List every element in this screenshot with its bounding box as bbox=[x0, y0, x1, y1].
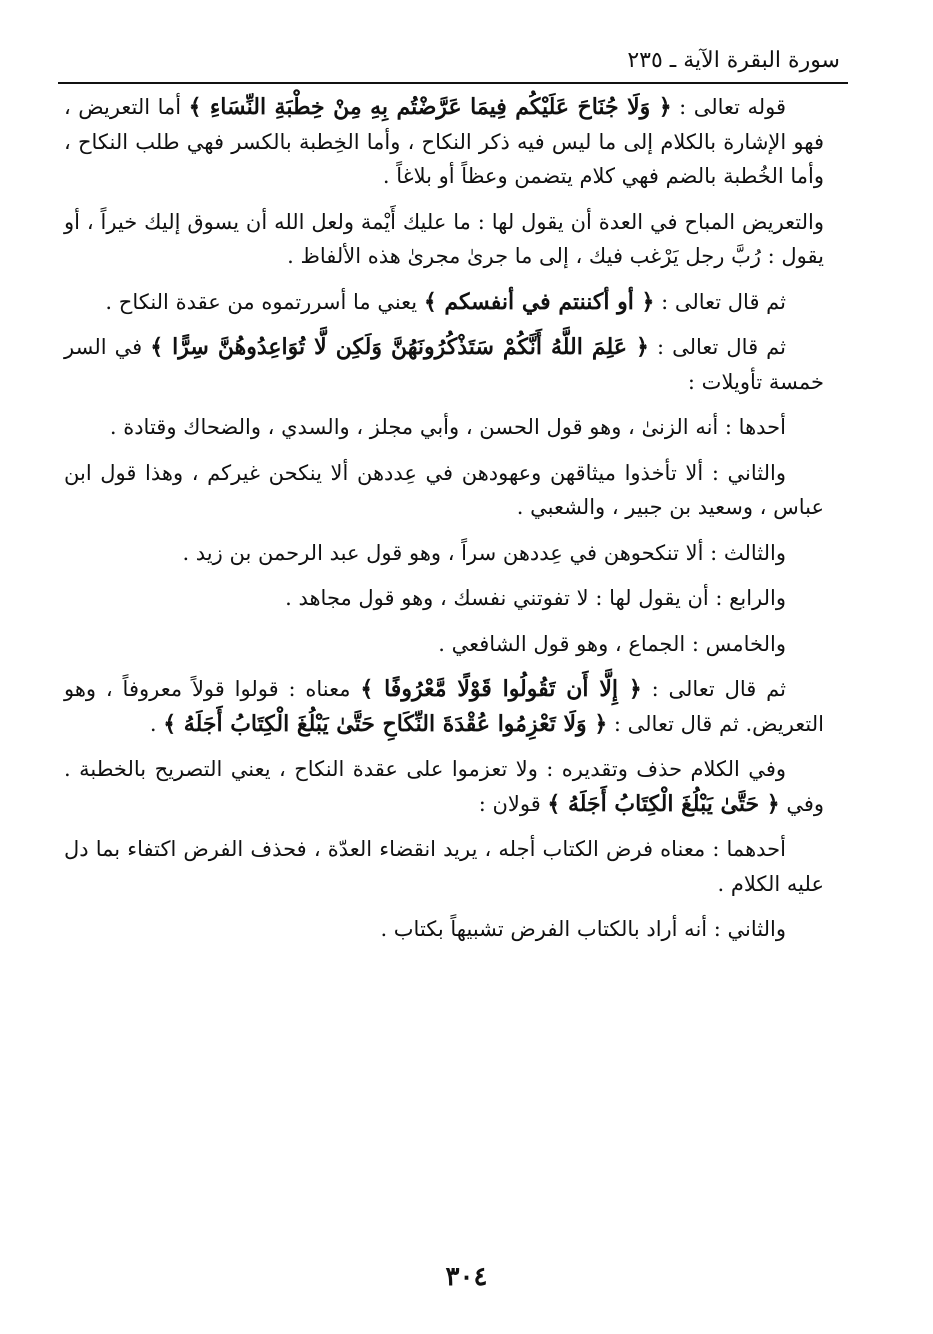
quran-verse: ﴿ إِلَّا أَن تَقُولُوا قَوْلًا مَّعْرُوفًا ﴾ bbox=[360, 676, 642, 702]
text-run: أحدها : أنه الزنىٰ ، وهو قول الحسن ، وأبي مجلز ، والسدي ، والضحاك وقتادة . bbox=[109, 415, 786, 439]
text-run: والثاني : ألا تأخذوا ميثاقهن وعهودهن في عِددهن ألا ينكحن غيركم ، وهذا قول ابن عباس ، وسعيد بن جبير ، والشعبي . bbox=[64, 460, 824, 519]
quran-verse: ﴿ وَلَا جُنَاحَ عَلَيْكُم فِيمَا عَرَّضْتُم بِهِ مِنْ خِطْبَةِ النِّسَاءِ ﴾ bbox=[188, 94, 672, 120]
header-title: سورة البقرة الآية ـ ٢٣٥ bbox=[627, 48, 840, 73]
text-run: والخامس : الجماع ، وهو قول الشافعي . bbox=[438, 631, 786, 656]
paragraph bbox=[64, 832, 824, 901]
text-run: أحدهما : معناه فرض الكتاب أجله ، يريد انقضاء العدّة ، فحذف الفرض اكتفاء بما دل عليه الكلام . bbox=[64, 837, 824, 896]
paragraph bbox=[64, 330, 824, 399]
paragraph bbox=[64, 627, 824, 662]
text-run: ثم قال تعالى : bbox=[641, 677, 786, 701]
text-run: والثاني : أنه أراد بالكتاب الفرض تشبيهاً بكتاب . bbox=[380, 917, 786, 941]
text-run: معناه : قولوا قولاً معروفاً ، وهو التعريض. ثم قال تعالى : bbox=[64, 677, 824, 736]
text-run: في السر خمسة تأويلات : bbox=[64, 335, 824, 394]
quran-verse: ﴿ أو أكننتم في أنفسكم ﴾ bbox=[423, 288, 655, 315]
text-run: والرابع : أن يقول لها : لا تفوتني نفسك ، وهو قول مجاهد . bbox=[285, 586, 786, 610]
text-run: قولان : bbox=[478, 791, 548, 816]
paragraph bbox=[64, 90, 824, 194]
paragraph bbox=[64, 410, 824, 445]
text-run: يعني ما أسررتموه من عقدة النكاح . bbox=[105, 289, 424, 314]
text-run: . bbox=[149, 711, 164, 736]
paragraph bbox=[64, 456, 824, 525]
paragraph bbox=[64, 672, 824, 741]
text-run: ثم قال تعالى : bbox=[654, 289, 786, 314]
body-text bbox=[64, 90, 824, 958]
paragraph bbox=[64, 581, 824, 616]
text-run: وفي الكلام حذف وتقديره : ولا تعزموا على عقدة النكاح ، يعني التصريح بالخطبة . وفي bbox=[64, 757, 824, 816]
paragraph bbox=[64, 752, 824, 821]
running-header bbox=[58, 42, 848, 84]
text-run: قوله تعالى : bbox=[671, 95, 787, 119]
text-run: ثم قال تعالى : bbox=[648, 335, 786, 359]
paragraph bbox=[64, 285, 824, 320]
text-run: والثالث : ألا تنكحوهن في عِددهن سراً ، وهو قول عبد الرحمن بن زيد . bbox=[182, 540, 786, 565]
text-run: أما التعريض ، فهو الإشارة بالكلام إلى ما ليس فيه ذكر النكاح ، وأما الخِطبة بالكسر فهي طلب النكاح ، وأما الخُطبة بالضم فهي كلام يتضمن وعظاً أو بلاغاً . bbox=[64, 95, 824, 188]
paragraph bbox=[64, 536, 824, 571]
text-run: والتعريض المباح في العدة أن يقول لها : ما عليك أَيْمة ولعل الله أن يسوق إليك خيراً ، أو يقول : رُبَّ رجل يَرْغب فيك ، إلى ما جرىٰ مجرىٰ هذه الألفاظ . bbox=[64, 209, 824, 268]
page-number: ٣٠٤ bbox=[445, 1262, 488, 1292]
paragraph bbox=[64, 912, 824, 947]
paragraph bbox=[64, 205, 824, 274]
quran-verse: ﴿ وَلَا تَعْزِمُوا عُقْدَةَ النِّكَاحِ حَتَّىٰ يَبْلُغَ الْكِتَابُ أَجَلَهُ ﴾ bbox=[163, 710, 608, 737]
quran-verse: ﴿ عَلِمَ اللَّهُ أَنَّكُمْ سَتَذْكُرُونَهُنَّ وَلَكِن لَّا تُوَاعِدُوهُنَّ سِرًّا ﴾ bbox=[150, 334, 649, 360]
quran-verse: ﴿ حَتَّىٰ يَبْلُغَ الْكِتَابُ أَجَلَهُ ﴾ bbox=[547, 790, 780, 817]
